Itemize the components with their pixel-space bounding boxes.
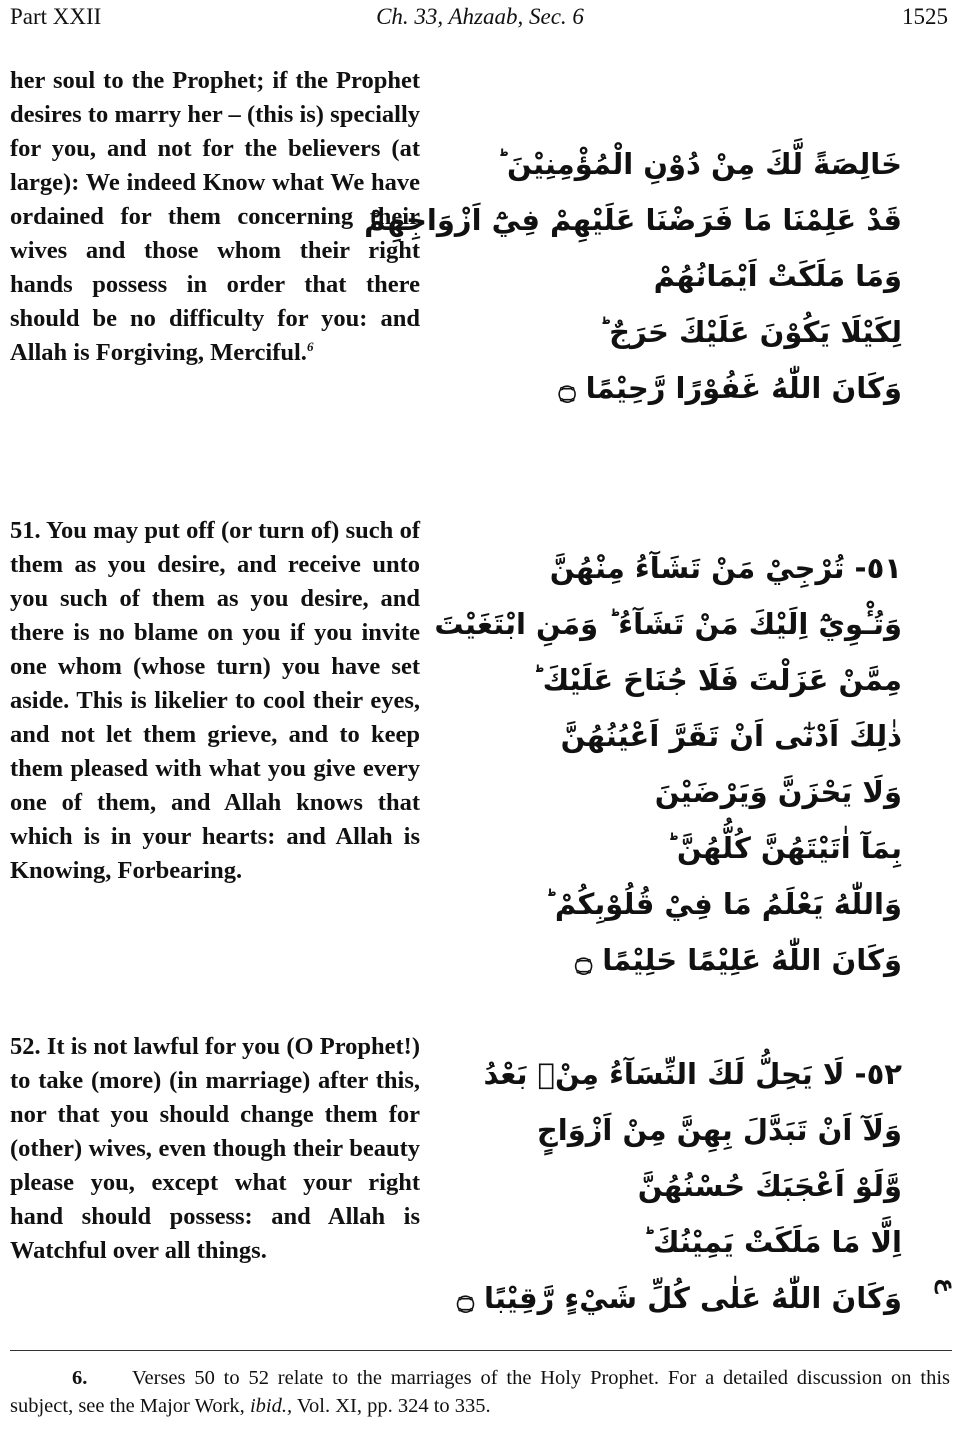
arabic-line: لِكَيْلَا يَكُوْنَ عَلَيْكَ حَرَجٌ ؕ: [598, 315, 902, 349]
verse-52-arabic: [456, 1046, 902, 1326]
footnote-text-end: Vol. XI, pp. 324 to 335.: [292, 1395, 491, 1417]
arabic-line: وَتُـْٔوِيْٓ اِلَيْكَ مَنْ تَشَآءُ ؕ وَمَنِ ابْتَغَيْتَ: [434, 607, 902, 641]
arabic-line: ٥٢- لَا يَحِلُّ لَكَ النِّسَآءُ مِنْۢ بَعْدُ: [483, 1057, 902, 1091]
arabic-line: اِلَّا مَا مَلَكَتْ يَمِيْنُكَ ؕ: [642, 1225, 902, 1259]
verse-50-arabic: [364, 136, 902, 416]
arabic-line: وَكَانَ اللّٰهُ غَفُوْرًا رَّحِيْمًا ۝: [558, 371, 902, 405]
arabic-line: وَّلَوْ اَعْجَبَكَ حُسْنُهُنَّ: [637, 1169, 902, 1203]
arabic-line: وَمَا مَلَكَتْ اَيْمَانُهُمْ: [653, 259, 902, 293]
footnote-divider: [10, 1350, 952, 1351]
verse-51-english: 51. You may put off (or turn of) such of them as you desire, and receive unto you such of them as you desire, and there is no blame on you if you invite one whom (whose turn) you have set aside. This is likelier to cool their eyes, and not let them grieve, and to keep them pleased with what you give every one of them, and Allah knows that which is in your hearts: and Allah is Knowing, Forbearing.: [10, 517, 420, 884]
part-label: Part XXII: [10, 4, 102, 29]
arabic-line: وَكَانَ اللّٰهُ عَلٰى كُلِّ شَيْءٍ رَّقِيْبًا ۝: [456, 1281, 902, 1315]
page-header: [0, 4, 960, 38]
arabic-line: بِمَآ اٰتَيْتَهُنَّ كُلُّهُنَّ ؕ: [666, 831, 902, 865]
chapter-title: Ch. 33, Ahzaab, Sec. 6: [376, 4, 584, 29]
footnote-text: Verses 50 to 52 relate to the marriages of the Holy Prophet. For a detailed discussion on this subject, see the Major Work,: [10, 1367, 950, 1417]
footnote-mark: 6: [306, 338, 314, 354]
page-number: 1525: [902, 4, 948, 29]
arabic-line: وَاللّٰهُ يَعْلَمُ مَا فِيْ قُلُوْبِكُمْ ؕ: [544, 887, 902, 921]
arabic-line: قَدْ عَلِمْنَا مَا فَرَضْنَا عَلَيْهِمْ فِيْٓ اَزْوَاجِهِمْ: [364, 203, 902, 237]
footnote-number: 6.: [72, 1367, 88, 1389]
arabic-line: وَلَآ اَنْ تَبَدَّلَ بِهِنَّ مِنْ اَزْوَاجٍ: [536, 1113, 902, 1147]
arabic-line: مِمَّنْ عَزَلْتَ فَلَا جُنَاحَ عَلَيْكَ ؕ: [532, 663, 902, 697]
footnote: [10, 1364, 950, 1420]
verse-51-arabic: [434, 540, 902, 988]
arabic-line: وَلَا يَحْزَنَّ وَيَرْضَيْنَ: [654, 775, 902, 809]
arabic-line: وَكَانَ اللّٰهُ عَلِيْمًا حَلِيْمًا ۝: [575, 943, 902, 977]
arabic-line: ٥١- تُرْجِيْ مَنْ تَشَآءُ مِنْهُنَّ: [549, 551, 902, 585]
verse-52-english: 52. It is not lawful for you (O Prophet!) to take (more) (in marriage) after this, nor that you should change them for (other) wives, even though their beauty please you, except what your right hand should possess: and Allah is Watchful over all things.: [10, 1033, 420, 1264]
arabic-line: ذٰلِكَ اَدْنٰٓى اَنْ تَقَرَّ اَعْيُنُهُنَّ: [560, 719, 902, 753]
rukoo-mark: ع: [934, 1278, 959, 1294]
footnote-ibid: ibid.,: [249, 1395, 293, 1417]
verse-50-english: her soul to the Prophet; if the Prophet desires to marry her – (this is) specially for you, and not for the believers (at large): We indeed Know what We have ordained for them concerning their wives and those whom their right hands possess in order that there should be no difficulty for you: and Allah is Forgiving, Merciful.$^6$: [10, 67, 420, 366]
arabic-line: خَالِصَةً لَّكَ مِنْ دُوْنِ الْمُؤْمِنِيْنَ ؕ: [496, 147, 902, 181]
